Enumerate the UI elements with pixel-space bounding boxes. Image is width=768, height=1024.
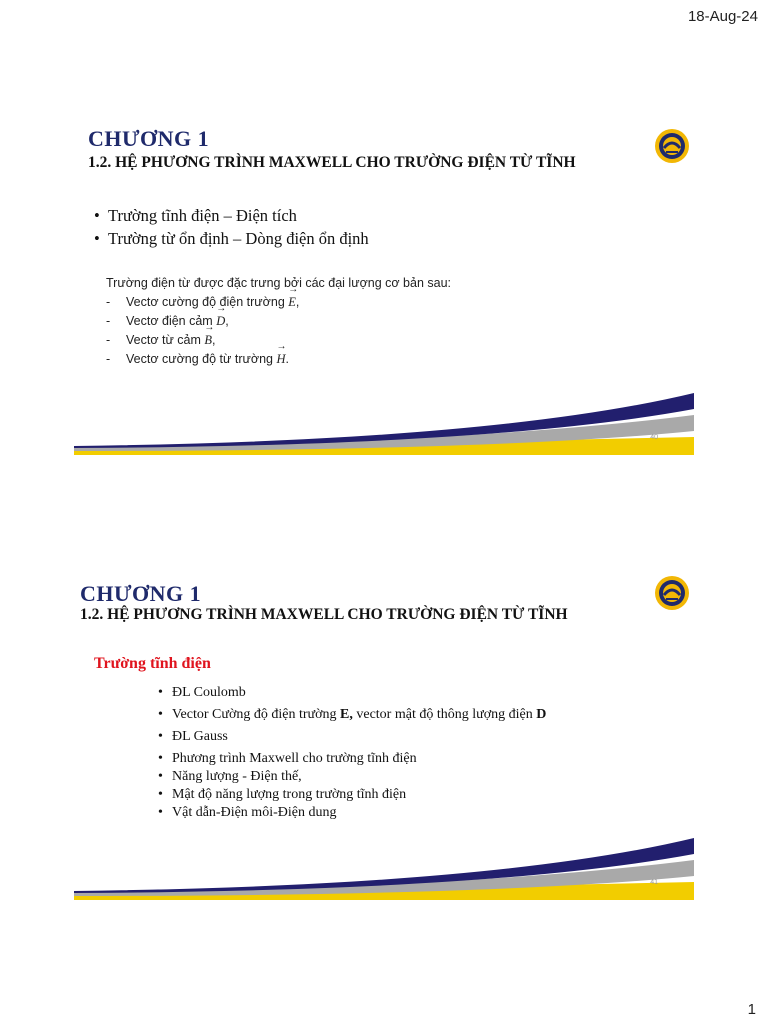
list-item: - Vectơ điện cảm → D,: [106, 314, 451, 333]
footer-swoosh: [74, 838, 694, 900]
list-item: • Vector Cường độ điện trường E, vector mật độ thông lượng điện D: [158, 707, 546, 723]
slide-number: 41: [650, 879, 658, 886]
topic-list: [158, 685, 546, 821]
footer-swoosh: [74, 393, 694, 455]
slide-subtitle: 1.2. HỆ PHƯƠNG TRÌNH MAXWELL CHO TRƯỜNG ĐIỆN TỪ TĨNH: [80, 606, 568, 623]
intro-text: Trường điện từ được đặc trưng bởi các đại lượng cơ bản sau:: [106, 276, 452, 290]
vector-symbol: → D: [216, 314, 225, 329]
quantities-block: [106, 276, 451, 371]
vector-symbol: → E: [288, 295, 296, 310]
slide-subtitle: 1.2. HỆ PHƯƠNG TRÌNH MAXWELL CHO TRƯỜNG ĐIỆN TỪ TĨNH: [88, 154, 576, 171]
print-date: 18-Aug-24: [687, 8, 758, 25]
list-item: • Trường từ ổn định – Dòng điện ổn định: [94, 229, 369, 249]
vector-symbol: → B: [204, 333, 212, 348]
list-item: • Năng lượng - Điện thế,: [158, 769, 546, 785]
list-item: • Mật độ năng lượng trong trường tĩnh điện: [158, 787, 546, 803]
chapter-title: CHƯƠNG 1: [88, 126, 210, 151]
list-item: - Vectơ từ cảm → B,: [106, 333, 451, 352]
list-item: • Phương trình Maxwell cho trường tĩnh điện: [158, 751, 546, 767]
slide-40: [74, 120, 694, 455]
chapter-title: CHƯƠNG 1: [80, 581, 202, 606]
list-item: - Vectơ cường độ từ trường → H.: [106, 352, 451, 371]
vector-symbol: → H: [276, 352, 285, 367]
list-item: - Vectơ cường độ điện trường → E,: [106, 295, 451, 314]
university-logo-icon: [654, 128, 690, 164]
list-item: • Vật dẫn-Điện môi-Điện dung: [158, 805, 546, 821]
list-item: • ĐL Coulomb: [158, 685, 546, 701]
slide-41: [74, 565, 694, 900]
topic-list: [94, 206, 369, 252]
university-logo-icon: [654, 575, 690, 611]
section-title: Trường tĩnh điện: [94, 655, 211, 672]
list-item: • Trường tĩnh điện – Điện tích: [94, 206, 369, 226]
slide-number: 40: [650, 434, 658, 441]
page-number: 1: [747, 1001, 756, 1018]
list-item: • ĐL Gauss: [158, 729, 546, 745]
